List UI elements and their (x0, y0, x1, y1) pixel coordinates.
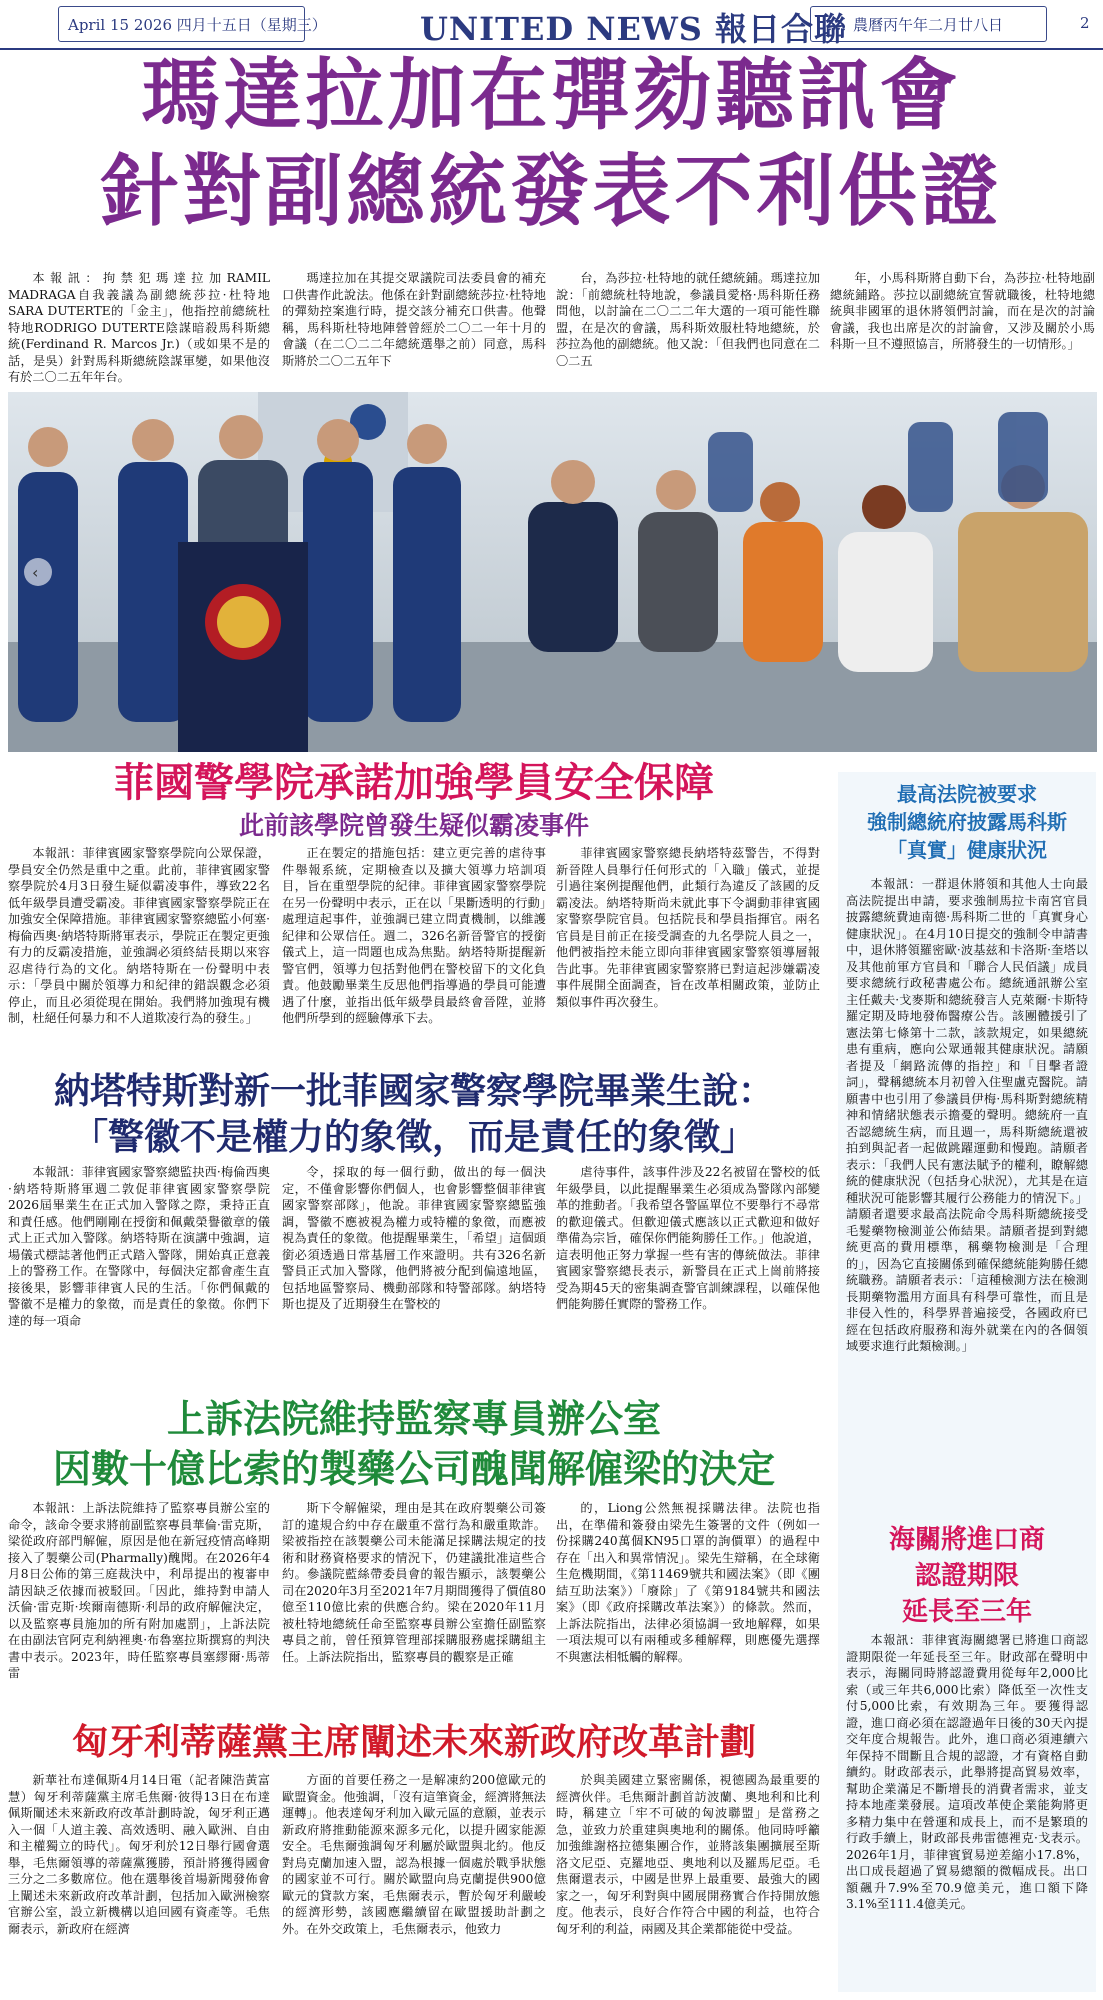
sidebar-story1-headline-1: 最高法院被要求 (897, 782, 1037, 806)
story4-column-1: 新華社布達佩斯4月14日電（記者陳浩黃富慧）匈牙利蒂薩黨主席毛焦爾·彼得13日在布達佩斯闡述未來新政府改革計劃時說，匈牙利正邁入一個「人道主義、高效透明、融入歐洲、自由和主權獨立的時代」。匈牙利於12日舉行國會選舉，毛焦爾領導的蒂薩黨獲勝，預計將獲得國會三分之二多數席位。他在選舉後首場新聞發佈會上闡述未來新政府改革計劃，包括加入歐洲檢察官辦公室，設立新機構以追回國有資產等。毛焦爾表示，新政府在經濟 (8, 1773, 270, 1936)
newspaper-title: UNITED NEWS 報日合聯 (420, 10, 848, 48)
story3-column-2: 斯下令解僱梁，理由是其在政府製藥公司簽訂的違規合約中存在嚴重不當行為和嚴重欺詐。梁被指控在該製藥公司未能滿足採購法規定的技術和財務資格要求的情況下，仍建議批准這些合約。參議院藍絲帶委員會的報告顯示，該製藥公司在2020年3月至2021年7月期間獲得了價值80億至110億比索的供應合約。梁在2020年11月被杜特地總統任命至監察專員辦公室擔任副監察專員之前，曾任預算管理部採購服務處採購組主任。上訴法院指出，監察專員的觀察是正確 (282, 1501, 546, 1664)
sidebar-story1-headline-2: 強制總統府披露馬科斯 (867, 810, 1067, 834)
lead-column-4: 年，小馬科斯將自動下台，為莎拉·杜特地副總統鋪路。莎拉以副總統宣誓就職後，杜特地總統與非國軍的退休將領們討論，而在是次的討論會議，我也出席是次的討論會，又涉及關於小馬科斯一旦不遵照協言，所將發生的一切情形。」 (830, 271, 1095, 351)
story3-column-1: 本報訊：上訴法院維持了監察專員辦公室的命令，該命令要求將前副監察專員華倫·雷克斯，梁從政府部門解僱，原因是他在新冠疫情高峰期接入了製藥公司(Pharmally)醜聞。在2026年4月8日公佈的第三庭裁決中，利昂提出的複審申請因缺乏依據而被駁回。「因此，維持對申請人沃倫·雷克斯·埃爾南德斯·利昂的政府解僱決定，以及監察專員施加的所有附加處罰」，上訴法院在由副法官阿克利納裡奧·布魯塞拉斯撰寫的判決書中表示。2023年，時任監察專員塞繆爾·馬蒂雷 (8, 1501, 270, 1680)
svg-text:‹: ‹ (32, 563, 39, 582)
issue-date: April 15 2026 四月十五日（星期三） (68, 16, 327, 34)
story4-headline: 匈牙利蒂薩黨主席闡述未來新政府改革計劃 (71, 1721, 756, 1763)
sidebar-story2-text: 本報訊：菲律賓海關總署已將進口商認證期限從一年延長至三年。財政部在聲明中表示，海關同時將認證費用從每年2,000比索（或三年共6,000比索）降低至一次性支付5,000比索，有效期為三年。要獲得認證，進口商必須在認證過年日後的30天內提交年度合規報告。此外，進口商必須連續六年保持不間斷且合規的認證，才有資格自動續約。財政部表示，此舉將提高貿易效率，幫助企業滿足不斷增長的消費者需求，並支持本地產業發展。這項改革使企業能夠將更多精力集中在營運和成長上，而不是繁瑣的行政手續上，財政部長弗雷德裡克·戈表示。2026年1月，菲律賓貿易逆差縮小17.8%，出口成長超過了貿易總額的微幅成長。出口額飆升7.9%至70.9億美元，進口額下降3.1%至111.4億美元。 (846, 1633, 1088, 1911)
sidebar-story2-headline-2: 認證期限 (914, 1561, 1019, 1591)
story3-headline-1: 上訴法院維持監察專員辦公室 (166, 1396, 661, 1441)
story1-column-1: 本報訊：菲律賓國家警察學院向公眾保證，學員安全仍然是重中之重。此前，菲律賓國家警察學院於4月3日發生疑似霸凌事件，導致22名低年級學員遭受霸凌。菲律賓國家警察學院正在加強安全保障措施。菲律賓國家警察總監小何塞·梅倫西奧·納塔特斯將軍表示，學院正在製定更強有力的反霸凌措施，並強調必須終結長期以來容忍虐待行為的文化。納塔特斯在一份聲明中表示：「學員中關於領導力和紀律的錯誤觀念必須停止，而且必須從現在開始。我們將加強現有機制，杜絕任何暴力和不人道欺凌行為的發生。」 (8, 846, 270, 1025)
story1-column-3: 菲律賓國家警察總長納塔特茲警告，不得對新晉陞人員舉行任何形式的「入職」儀式，並提引過往案例提醒他們，此類行為違反了該國的反霸凌法。納塔特斯尚未就此事下令調動菲律賓國家警察學院官員。包括院長和學員指揮官。兩名官員是目前正在接受調查的九名學院人員之一，他們被指控未能立即向菲律賓國家警察領導層報告此事。先菲律賓國家警察將已對這起涉嫌霸凌事件展開全面調查，旨在改革相關政策，並防止類似事件再次發生。 (556, 846, 820, 1009)
lunar-date: 農曆丙午年二月廿八日 (853, 16, 1004, 34)
story3-column-3: 的，Liong公然無視採購法律。法院也指出，在準備和簽發由梁先生簽署的文件（例如一份採購240萬個KN95口罩的詢價單）的過程中存在「出入和異常情況」。梁先生辯稱，在全球衛生危機期間，《第11469號共和國法案》（即《團結互助法案》）「廢除」了《第9184號共和國法案》（即《政府採購改革法案》）的條款。然而，上訴法院指出，法律必須協調一致地解釋，如果一項法規可以有兩種或多種解釋，則應優先選擇不與憲法相牴觸的解釋。 (556, 1501, 820, 1664)
lead-headline-2: 針對副總統發表不利供證 (100, 146, 1003, 237)
sidebar-story1-text: 本報訊：一群退休將領和其他人士向最高法院提出申請，要求強制馬拉卡南宮官員披露總統費迪南德·馬科斯二世的「真實身心健康狀況」。在4月10日提交的強制令申請書中，退休將領羅密歐·波基兹和卡洛斯·奎塔以及其他前軍方官員和「聯合人民佰議」成員要求總統行政秘書處公布。總統通訊辦公室主任戴夫·戈麥斯和總統發言人克萊爾·卡斯特羅定期及時地發佈醫療公告。該團體援引了憲法第七條第十二款，該款規定，如果總統患有重病，應向公眾通報其健康狀況。請願者提及「網路流傳的指控」和「目擊者證詞」，聲稱總統本月初曾入住聖盧克醫院。請願書中也引用了參議員伊梅·馬科斯對總統精神和情緒狀態表示擔憂的聲明。總統府一直否認總統生病，而且週一，馬科斯總統還被拍到與記者一起做跳躍運動和慢跑。請願者表示：「我們人民有憲法賦予的權利，瞭解總統的健康狀況（包括身心狀況），尤其是在這種狀況可能影響其履行公務能力的情況下。」請願者還要求最高法院命令馬科斯總統接受毛髮藥物檢測並公佈結果。請願者提到對總統更高的費用標準，稱藥物檢測是「合理的」，因為它直接關係到確保總統能夠勝任總統職務。請願者表示：「這種檢測方法在檢測長期藥物濫用方面具有科學可靠性，而且是非侵入性的，科學界普遍接受，各國政府已經在包括政府服務和海外就業在內的各個領域要求進行此類檢測。」 (846, 877, 1088, 1353)
story2-headline-1: 納塔特斯對新一批菲國家警察學院畢業生說： (53, 1070, 774, 1112)
story1-headline: 菲國警學院承諾加強學員安全保障 (114, 759, 714, 806)
story2-headline-2: 「警徽不是權力的象徵，而是責任的象徵」 (71, 1116, 756, 1158)
page-number: 2 (1080, 14, 1090, 32)
sidebar (838, 772, 1096, 1992)
sidebar-story1-headline-3: 「真實」健康狀況 (887, 838, 1047, 862)
sidebar-story2-headline-1: 海關將進口商 (888, 1525, 1045, 1555)
story2-column-1: 本報訊：菲律賓國家警察總監抉西·梅倫西奧·納塔特斯將軍週二敦促菲律賓國家警察學院2026屆畢業生在正式加入警隊之際，秉持正直和責任感。他們剛剛在授銜和佩戴榮譽徽章的儀式上正式加入警隊。納塔特斯在演講中強調，這場儀式標誌著他們正式踏入警隊，開始真正意義上的警務工作。在警隊中，每個決定都會產生直接後果，影響菲律賓人民的生活。「你們佩戴的警徽不是權力的象徵，而是責任的象徵。你們下達的每一項命 (8, 1165, 270, 1328)
lead-column-1: 本報訊：拘禁犯瑪達拉加RAMIL MADRAGA自我義議為副總統莎拉·杜特地SARA DUTERTE的「金主」，他指控前總統杜特地RODRIGO DUTERTE陰謀暗殺馬科斯總統(Ferdinand R. Marcos Jr.)（或如果不是的話，是吳）針對馬科斯總統陰謀軍變，如果他沒有於二〇二五年年台。 (8, 271, 270, 384)
lead-column-3: 台，為莎拉·杜特地的就任總統鋪。瑪達拉加說：「前總統杜特地說，參議員愛格·馬科斯任務問他，以討論在二〇二二年大選的一項可能性聯盟，在是次的會議，馬科斯效服杜特地總統，於莎拉為他的副總統。他又說：「但我們也同意在二〇二五 (556, 271, 820, 368)
masthead (0, 0, 1103, 52)
story1-subhead: 此前該學院曾發生疑似霸凌事件 (238, 811, 589, 840)
hearing-photo-illustration (8, 392, 1097, 752)
story4-column-3: 於與美國建立緊密關係，視德國為最重要的經濟伙伴。毛焦爾計劃首訪波蘭、奧地利和比利時，稱建立「牢不可破的匈波聯盟」是當務之急，並致力於重建與奧地利的關係。他同時呼籲加強維謝格拉德集團合作，並將該集團擴展至斯洛文尼亞、克羅地亞、奧地利以及羅馬尼亞。毛焦爾還表示，中國是世界上最重要、最強大的國家之一，匈牙利對與中國展開務實合作持開放態度。他表示，良好合作符合中國的利益，也符合匈牙利的利益，兩國及其企業都能從中受益。 (556, 1773, 820, 1936)
lead-headline-1: 瑪達拉加在彈劾聽訊會 (141, 50, 962, 141)
sidebar-story2-headline-3: 延長至三年 (901, 1597, 1032, 1627)
story2-column-3: 虐待事件，該事件涉及22名被留在警校的低年級學員，以此提醒畢業生必須成為警隊內部變革的推動者。「我希望各警區單位不要舉行不尋常的歡迎儀式。但歡迎儀式應該以正式歡迎和做好準備為宗旨，確保你們能夠勝任工作。」他說道，這表明他正努力掌握一些有害的傳統做法。菲律賓國家警察總長表示，新警員在正式上崗前將接受為期45天的密集調查警官訓練課程，以確保他們能夠勝任實際的警務工作。 (556, 1165, 820, 1311)
story1-column-2: 正在製定的措施包括：建立更完善的虐待事件舉報系統，定期檢查以及擴大領導力培訓項目，旨在重塑學院的紀律。菲律賓國家警察學院在另一份聲明中表示，正在以「果斷透明的行動」處理這起事件，並強調已建立問責機制，以維護紀律和公眾信任。週二，326名新晉警官的授銜儀式上，這一問題也成為焦點。納塔特斯提醒新警官們，領導力包括對他們在警校留下的文化負責。他鼓勵畢業生反思他們指導過的學員可能遭遇了什麼，並指出低年級學員最終會晉陞，並將他們所學到的經驗傳承下去。 (282, 846, 546, 1025)
story2-column-2: 令，採取的每一個行動，做出的每一個決定，不僅會影響你們個人，也會影響整個菲律賓國家警察部隊」，他說。菲律賓國家警察總監強調，警徽不應被視為權力或特權的象徵，而應被視為責任的象徵。他提醒畢業生，「希望」這個頭銜必須透過日常基層工作來證明。共有326名新警員正式加入警隊，他們將被分配到偏遠地區，包括地區警察局、機動部隊和特警部隊。納塔特斯也提及了近期發生在警校的 (282, 1165, 546, 1311)
story4-column-2: 方面的首要任務之一是解凍約200億歐元的歐盟資金。他強調，「沒有這筆資金，經濟將無法運轉」。他表達匈牙利加入歐元區的意願，並表示新政府將推動能源來源多元化，以提升國家能源安全。毛焦爾強調匈牙利屬於歐盟與北約。他反對烏克蘭加速入盟，認為根據一個處於戰爭狀態的國家並不可行。關於歐盟向烏克蘭提供900億歐元的貸款方案，毛焦爾表示，暫於匈牙利嚴峻的經濟形勢，該國應繼續留在歐盟援助計劃之外。在外交政策上，毛焦爾表示，他致力 (282, 1773, 546, 1936)
hearing-photo (8, 392, 1097, 752)
story3-headline-2: 因數十億比索的製藥公司醜聞解僱梁的決定 (52, 1446, 775, 1491)
lead-column-2: 瑪達拉加在其提交眾議院司法委員會的補充口供書作此說法。他係在針對副總統莎拉·杜特地的彈劾控案進行時，提交該分補充口供書。他聲稱，馬科斯杜特地陣營曾經於二〇二一年十月的會議（在二〇二二年總統選舉之前）同意，馬科斯將於二〇二五年下 (282, 271, 546, 368)
